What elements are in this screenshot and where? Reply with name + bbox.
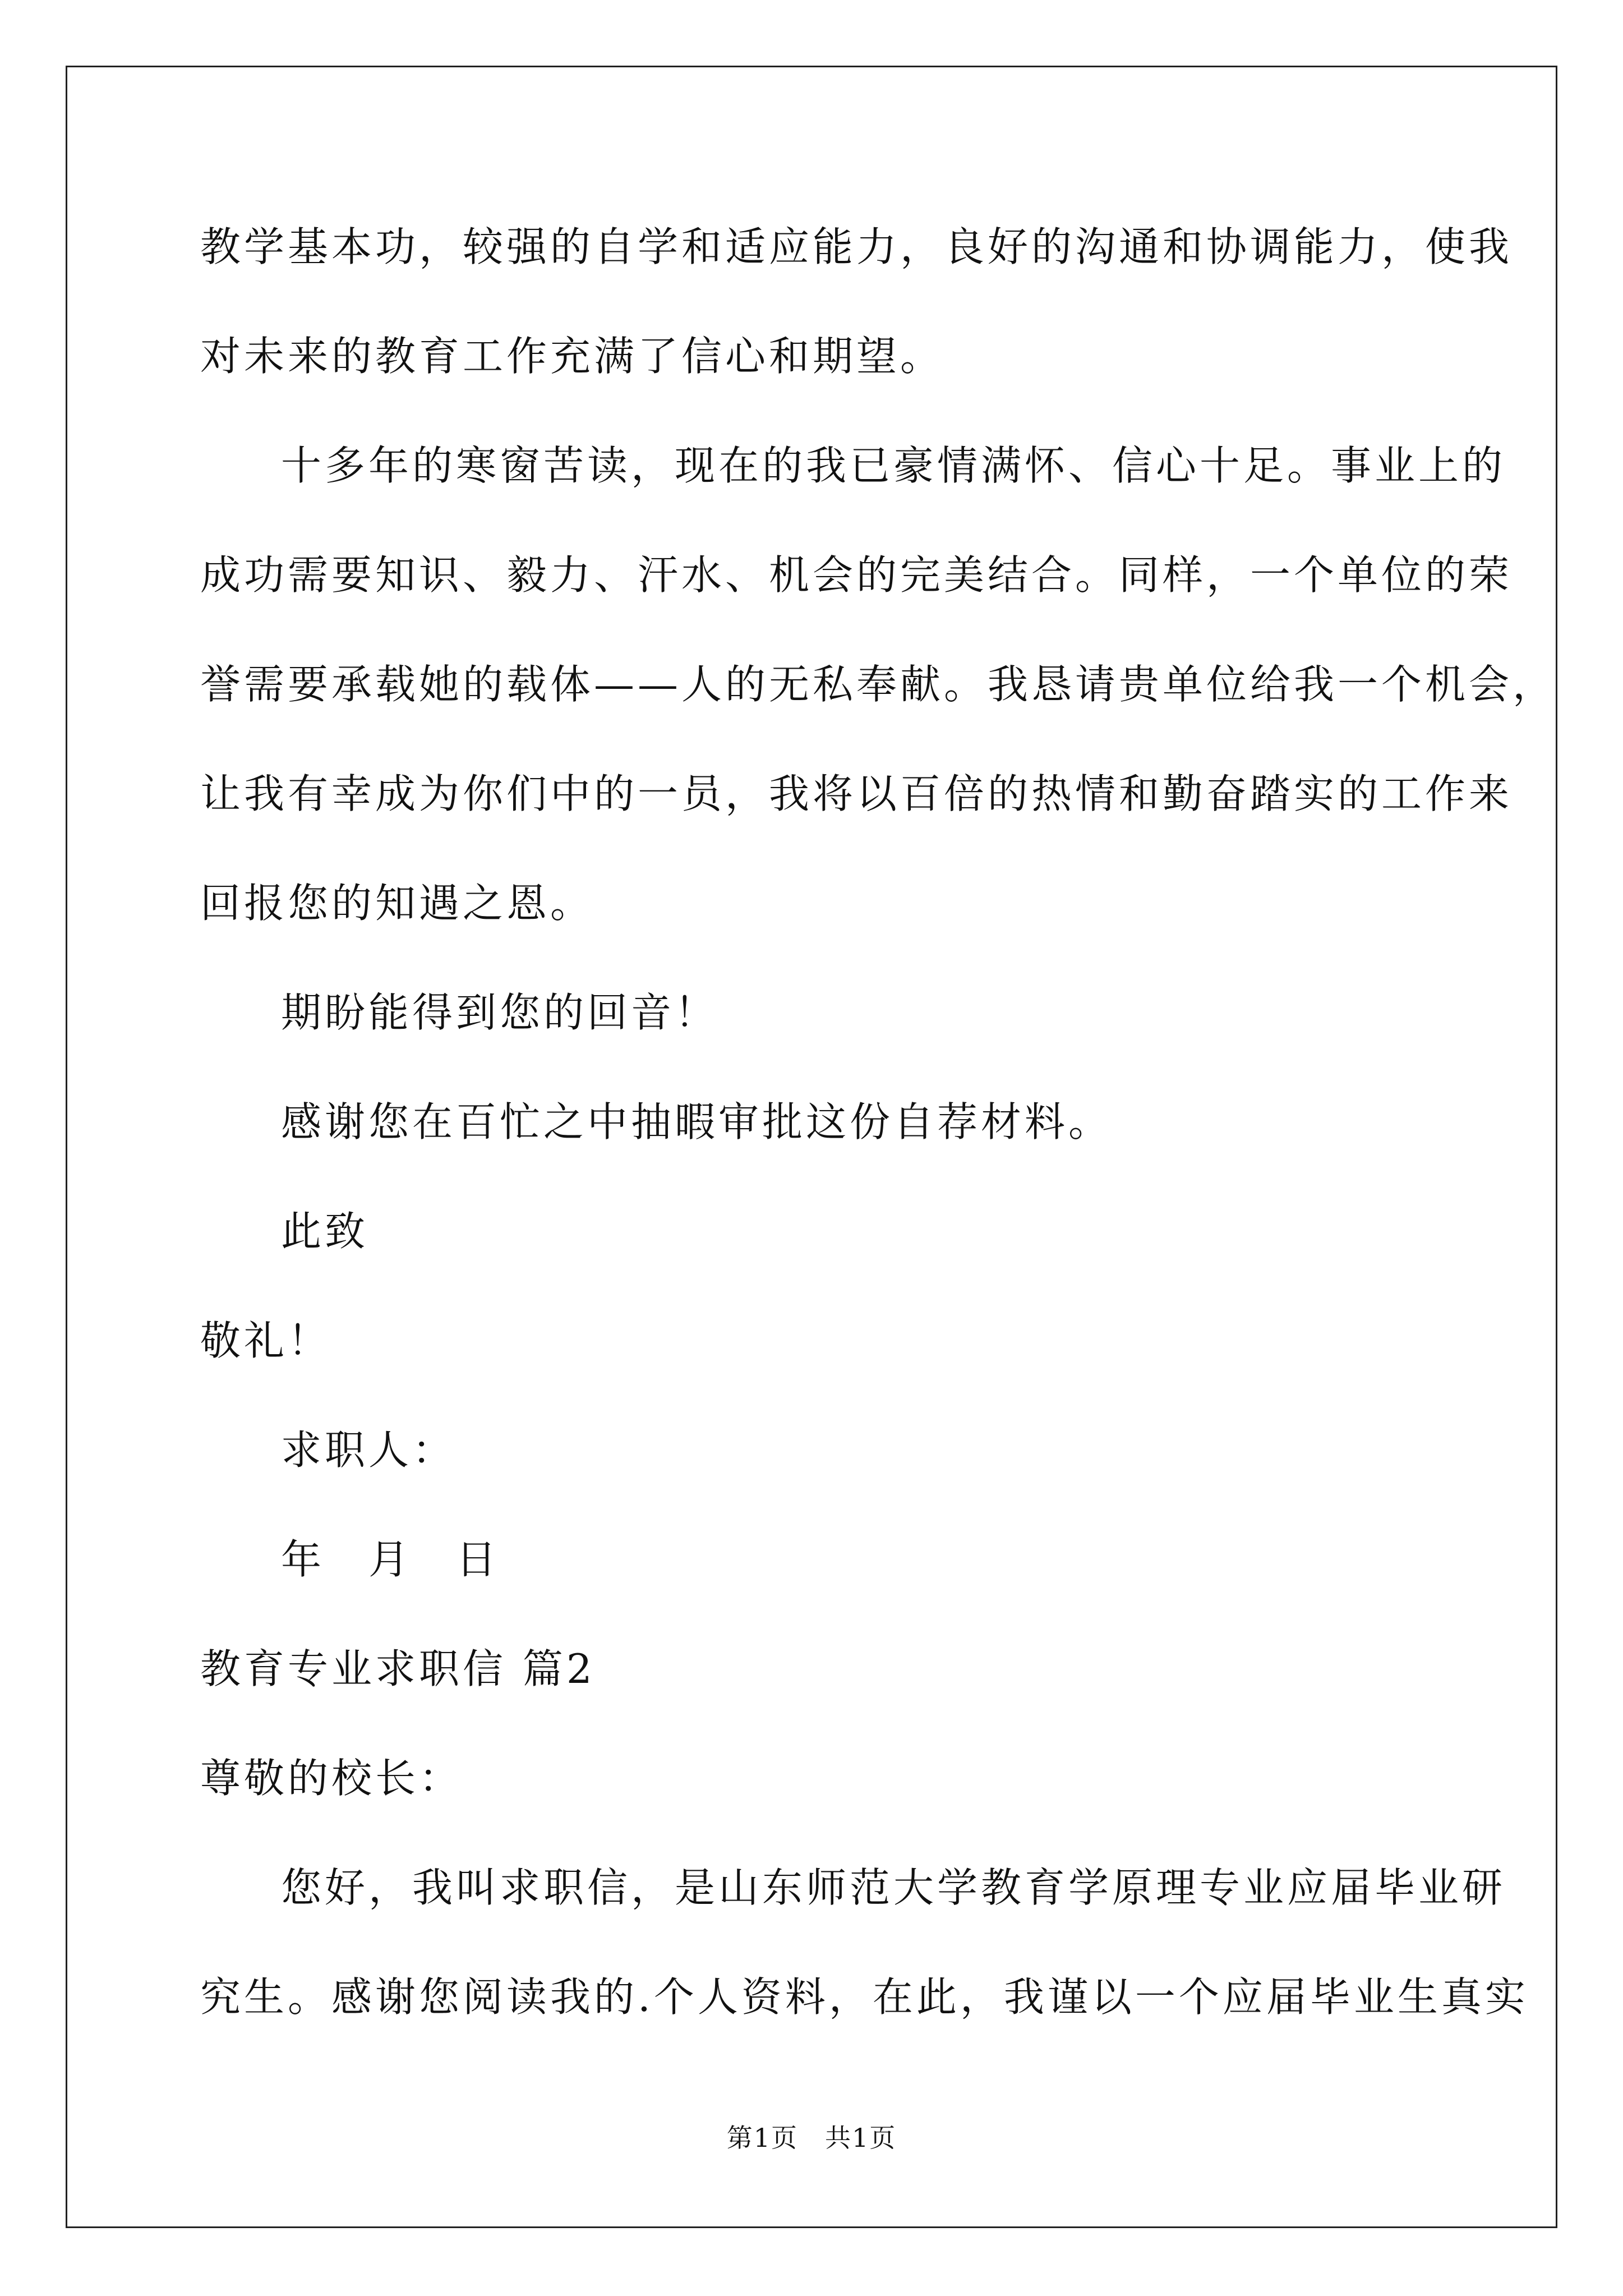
text-line: 回报您的知遇之恩。 xyxy=(200,880,594,927)
text-line: 对未来的教育工作充满了信心和期望。 xyxy=(200,333,944,380)
text-line: 让我有幸成为你们中的一员，我将以百倍的热情和勤奋踏实的工作来 xyxy=(200,770,1513,817)
applicant-line: 求职人： xyxy=(281,1427,457,1474)
greeting-line: 尊敬的校长： xyxy=(200,1755,463,1802)
page-number: 第1页 共1页 xyxy=(726,2123,897,2153)
text-line: 究生。感谢您阅读我的.个人资料，在此，我谨以一个应届毕业生真实 xyxy=(200,1973,1529,2021)
paragraph-line: 十多年的寒窗苦读，现在的我已豪情满怀、信心十足。事业上的 xyxy=(281,442,1506,489)
section-title: 教育专业求职信 篇2 xyxy=(200,1645,596,1692)
regards-line: 敬礼！ xyxy=(200,1317,332,1364)
text-line: 教学基本功，较强的自学和适应能力，良好的沟通和协调能力，使我 xyxy=(200,223,1513,270)
salutation-line: 此致 xyxy=(281,1208,369,1255)
paragraph-line: 您好，我叫求职信，是山东师范大学教育学原理专业应届毕业研 xyxy=(281,1864,1506,1911)
date-line: 年 月 日 xyxy=(281,1536,500,1583)
text-line: 成功需要知识、毅力、汗水、机会的完美结合。同样，一个单位的荣 xyxy=(200,551,1513,599)
closing-line: 期盼能得到您的回音！ xyxy=(281,989,719,1036)
text-line: 誉需要承载她的载体——人的无私奉献。我恳请贵单位给我一个机会， xyxy=(200,661,1557,708)
thanks-line: 感谢您在百忙之中抽暇审批这份自荐材料。 xyxy=(281,1098,1113,1145)
